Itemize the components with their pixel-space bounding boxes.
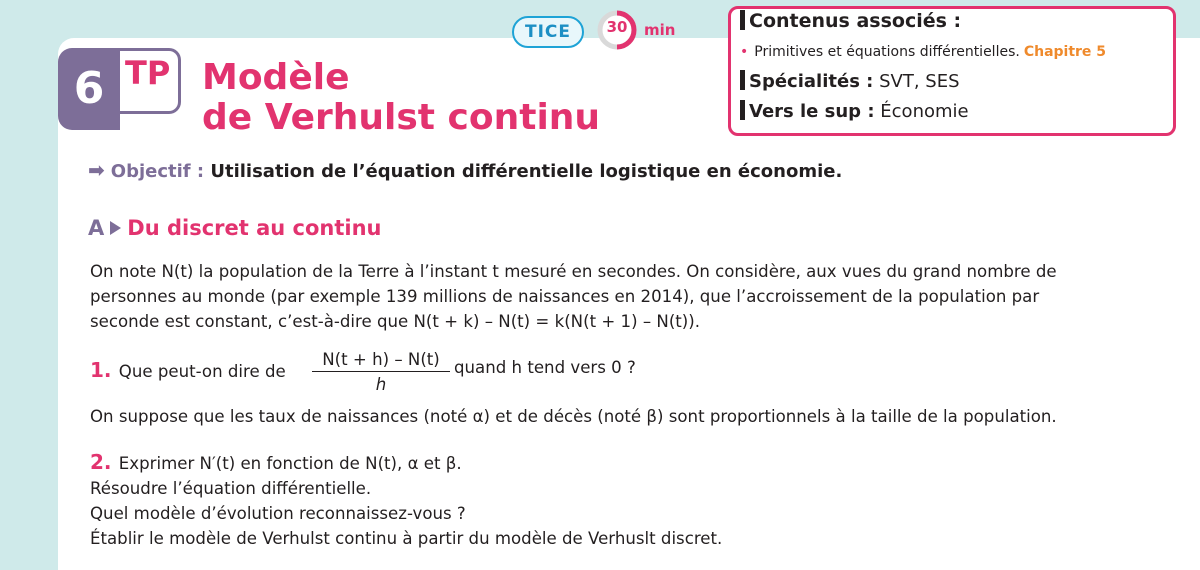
question-2-line: Quel modèle d’évolution reconnaissez-vous ? [90, 504, 466, 523]
triangle-right-icon [110, 221, 121, 235]
timer-unit: min [644, 21, 676, 39]
tice-badge: TICE [512, 16, 584, 48]
section-letter: A [88, 216, 105, 240]
title-line-1: Modèle [202, 57, 350, 98]
question-1: 1. Que peut-on dire de [90, 358, 286, 382]
difference-quotient [312, 350, 450, 394]
bullet-icon: • [740, 44, 749, 60]
arrow-right-icon: ➡ [88, 158, 105, 182]
page-title [202, 58, 600, 138]
associated-heading: Contenus associés : [740, 10, 961, 32]
tp-label: TP [125, 54, 171, 92]
question-1-end: quand h tend vers 0 ? [454, 358, 636, 377]
question-number: 2. [90, 450, 112, 474]
vers-le-sup-line: Vers le sup : Économie [740, 100, 969, 122]
intro-line: personnes au monde (par exemple 139 millions de naissances en 2014), que l’accroissement de la population par [90, 287, 1040, 306]
associated-item: • Primitives et équations différentielles. Chapitre 5 [740, 44, 1107, 60]
section-heading [88, 216, 381, 240]
section-title: Du discret au continu [127, 216, 382, 240]
title-line-2: de Verhulst continu [202, 97, 601, 138]
intro-line: On note N(t) la population de la Terre à l’instant t mesuré en secondes. On considère, aux vues du grand nombre de [90, 262, 1057, 281]
fraction-numerator: N(t + h) – N(t) [312, 350, 450, 372]
question-2-line: Résoudre l’équation différentielle. [90, 479, 372, 498]
intro-line: seconde est constant, c’est-à-dire que N(t + k) – N(t) = k(N(t + 1) – N(t)). [90, 312, 701, 331]
question-number: 1. [90, 358, 112, 382]
objective-label: Objectif : [110, 161, 205, 182]
assumption-text: On suppose que les taux de naissances (noté α) et de décès (noté β) sont proportionnels à la taille de la population. [90, 407, 1057, 426]
question-2 [90, 450, 1170, 551]
specialties-line: Spécialités : SVT, SES [740, 70, 960, 92]
heading-bar [740, 100, 745, 120]
exercise-number: 6 [58, 48, 120, 130]
question-2-line: 2. Exprimer N′(t) en fonction de N(t), α et β. [90, 450, 462, 474]
fraction-denominator: h [375, 375, 387, 394]
heading-bar [740, 70, 745, 90]
question-2-line: Établir le modèle de Verhulst continu à partir du modèle de Verhuslt discret. [90, 529, 723, 548]
intro-paragraph [90, 259, 1170, 334]
chapter-link[interactable]: Chapitre 5 [1023, 44, 1107, 60]
objective-text: Utilisation de l’équation différentielle logistique en économie. [210, 161, 843, 182]
timer-value: 30 [606, 18, 628, 36]
left-margin-strip [0, 38, 58, 570]
objective [88, 158, 842, 182]
heading-bar [740, 10, 745, 30]
